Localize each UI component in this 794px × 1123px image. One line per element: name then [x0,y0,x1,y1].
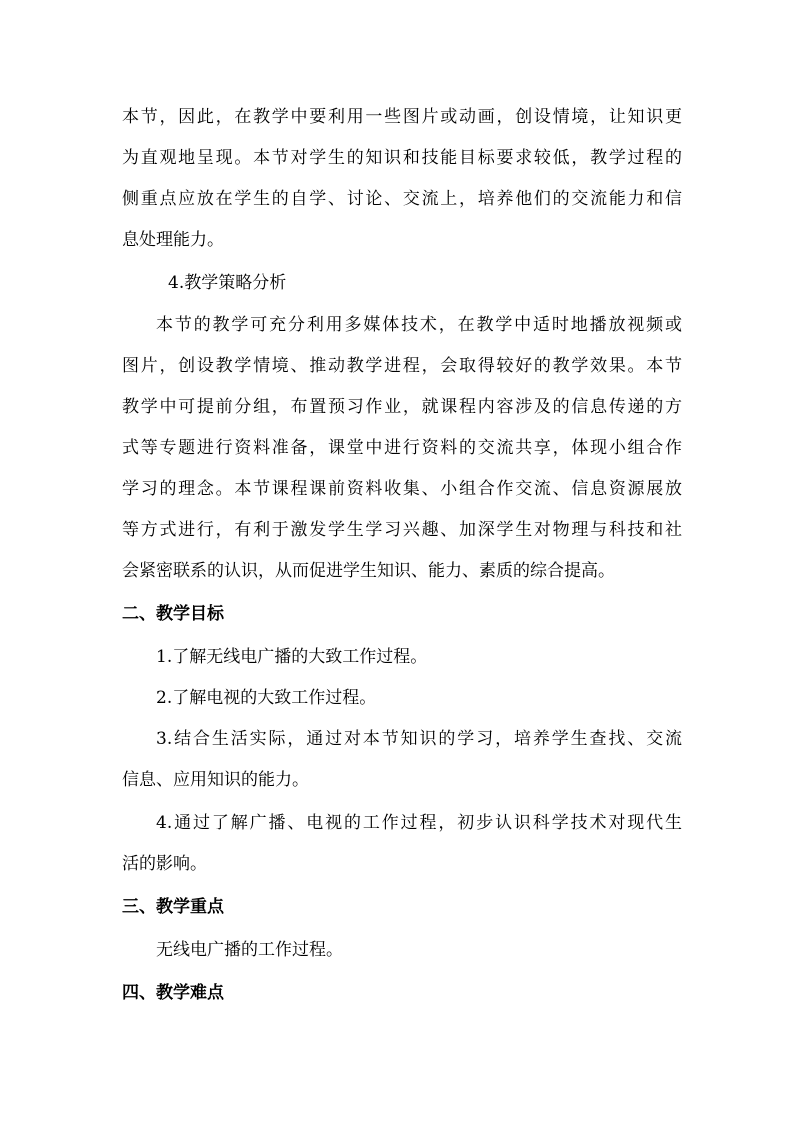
paragraph-line: 图片，创设教学情境、推动教学进程，会取得较好的教学效果。本节 [122,356,682,376]
objective-item-1: 1.了解无线电广播的大致工作过程。 [156,647,428,667]
paragraph-line: 会紧密联系的认识，从而促进学生知识、能力、素质的综合提高。 [122,561,615,581]
paragraph-line: 学习的理念。本节课程课前资料收集、小组合作交流、信息资源展放 [122,479,682,499]
paragraph-line: 等方式进行，有利于激发学生学习兴趣、加深学生对物理与科技和社 [122,520,682,540]
paragraph-line: 息处理能力。 [122,230,224,250]
section-heading-key-points: 三、教学重点 [122,897,224,917]
objective-item-3-cont: 信息、应用知识的能力。 [122,770,309,790]
paragraph-line: 侧重点应放在学生的自学、讨论、交流上，培养他们的交流能力和信 [122,189,682,209]
section-heading-difficulties: 四、教学难点 [122,983,224,1003]
paragraph-line: 本节的教学可充分利用多媒体技术，在教学中适时地播放视频或 [156,315,682,335]
subsection-title: 4.教学策略分析 [168,273,287,293]
objective-item-4-cont: 活的影响。 [122,854,207,874]
section-heading-objectives: 二、教学目标 [122,604,224,624]
key-point-text: 无线电广播的工作过程。 [156,940,343,960]
paragraph-line: 教学中可提前分组，布置预习作业，就课程内容涉及的信息传递的方 [122,397,682,417]
paragraph-line: 为直观地呈现。本节对学生的知识和技能目标要求较低，教学过程的 [122,148,682,168]
paragraph-line: 本节，因此，在教学中要利用一些图片或动画，创设情境，让知识更 [122,107,682,127]
objective-item-2: 2.了解电视的大致工作过程。 [156,688,377,708]
objective-item-4: 4.通过了解广播、电视的工作过程，初步认识科学技术对现代生 [156,813,682,833]
paragraph-line: 式等专题进行资料准备，课堂中进行资料的交流共享，体现小组合作 [122,438,682,458]
objective-item-3: 3.结合生活实际，通过对本节知识的学习，培养学生查找、交流 [156,729,682,749]
